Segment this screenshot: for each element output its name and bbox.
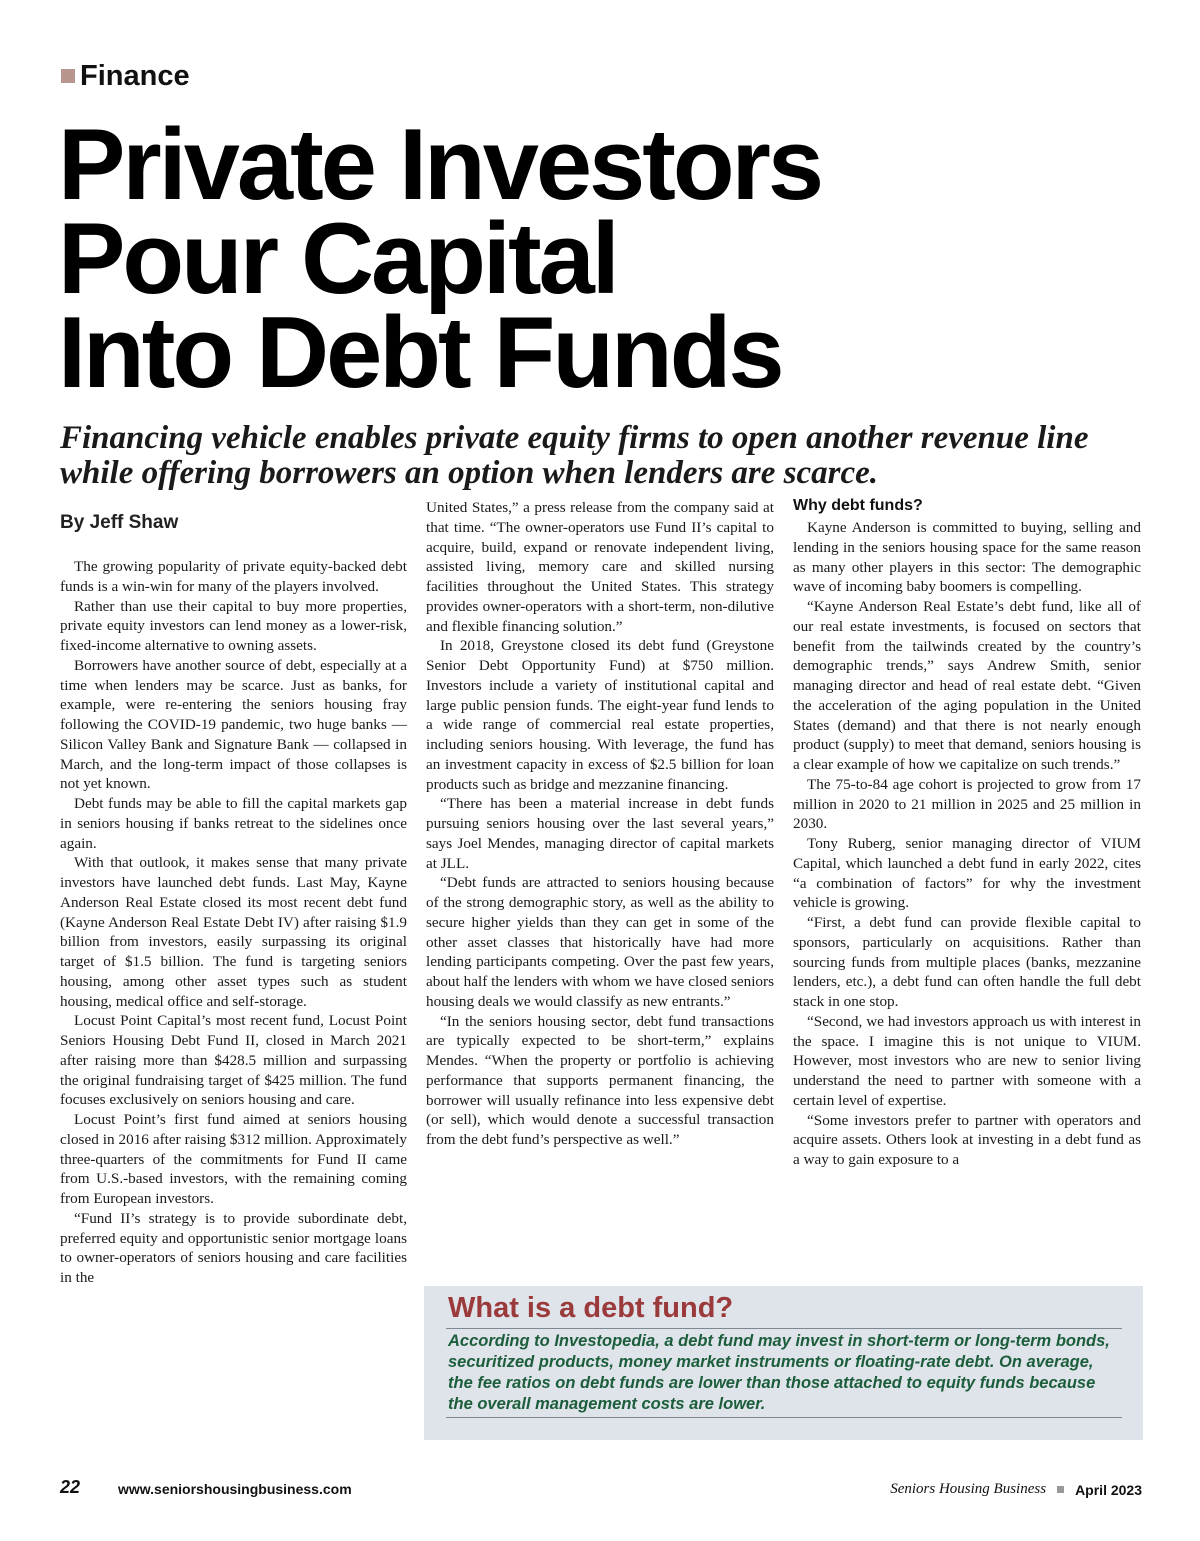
body-column-1: [60, 557, 407, 1288]
paragraph: Locust Point Capital’s most recent fund, Locust Point Seniors Housing Debt Fund II, closed in March 2021 after raising more than $428.5 million and surpassing the original fundraising target of $425 million. The fund focuses exclusively on seniors housing and care.: [60, 1012, 407, 1109]
headline-line: Into Debt Funds: [58, 297, 782, 409]
paragraph: “Debt funds are attracted to seniors housing because of the strong demographic story, as well as the ability to secure higher yields than they can get in some of the other asset classes that historically have had more lending participants competing. Over the past few years, about half the lenders with whom we have closed seniors housing deals we would classify as new entrants.”: [426, 874, 774, 1010]
paragraph: “There has been a material increase in debt funds pursuing seniors housing over the last several years,” says Joel Mendes, managing director of capital markets at JLL.: [426, 795, 774, 872]
page-number: 22: [60, 1477, 81, 1497]
subhead: Why debt funds?: [793, 497, 923, 514]
separator-square-icon: [1057, 1486, 1064, 1493]
paragraph: The 75-to-84 age cohort is projected to grow from 17 million in 2020 to 21 million in 2025 and 25 million in 2030.: [793, 775, 1141, 833]
byline: By Jeff Shaw: [60, 512, 179, 533]
paragraph: “In the seniors housing sector, debt fund transactions are typically expected to be short-term,” explains Mendes. “When the property or portfolio is achieving performance that supports permanent financing, the borrower will usually refinance into less expensive debt (or sell), which would denote a successful transaction from the debt fund’s perspective as well.”: [426, 1012, 774, 1148]
sidebar-title: What is a debt fund?: [448, 1292, 734, 1324]
section-marker-icon: [61, 69, 75, 83]
paragraph: Debt funds may be able to fill the capital markets gap in seniors housing if banks retreat to the sidelines once again.: [60, 795, 407, 852]
headline: [58, 109, 1158, 409]
paragraph: United States,” a press release from the company said at that time. “The owner-operators use Fund II’s capital to acquire, build, expand or renovate independent living, assisted living, memory care and skilled nursing facilities throughout the United States. This strategy provides owner-operators with a short-term, non-dilutive and flexible financing solution.”: [426, 499, 774, 635]
paragraph: “Some investors prefer to partner with operators and acquire assets. Others look at investing in a debt fund as a way to gain exposure to a: [793, 1111, 1141, 1168]
paragraph: Borrowers have another source of debt, especially at a time when lenders may be scarce. Just as banks, for example, were re-entering the seniors housing fray following the COVID-19 pandemic, two huge banks — Silicon Valley Bank and Signature Bank — collapsed in March, and the long-term impact of those collapses is not yet known.: [60, 656, 407, 793]
sidebar-divider: [446, 1328, 1122, 1329]
paragraph: Locust Point’s first fund aimed at seniors housing closed in 2016 after raising $312 million. Approximately three-quarters of the commitments for Fund II came from U.S.-based investors, with the remaining coming from European investors.: [60, 1111, 407, 1207]
publication-info: [890, 1481, 1142, 1498]
page-footer: [60, 1479, 1142, 1501]
paragraph: The growing popularity of private equity-backed debt funds is a win-win for many of the players involved.: [60, 558, 407, 595]
sidebar-box: [424, 1286, 1143, 1440]
dek: Financing vehicle enables private equity firms to open another revenue line while offering borrowers an option when lenders are scarce.: [60, 420, 1089, 491]
paragraph: In 2018, Greystone closed its debt fund (Greystone Senior Debt Opportunity Fund) at $750 million. Investors include a variety of institutional capital and large public pension funds. The eight-year fund lends to a wide range of commercial real estate properties, including seniors housing. With leverage, the fund has an investment capacity in excess of $2.5 billion for loan products such as bridge and mezzanine financing.: [426, 637, 774, 793]
publication-name: Seniors Housing Business: [890, 1481, 1047, 1497]
paragraph: “Fund II’s strategy is to provide subordinate debt, preferred equity and opportunistic senior mortgage loans to owner-operators of seniors housing and care facilities in the: [60, 1209, 407, 1286]
paragraph: “Second, we had investors approach us with interest in the space. I imagine this is not unique to VIUM. However, most investors who are new to senior living understand the need to partner with someone with a certain level of expertise.: [793, 1012, 1141, 1109]
paragraph: With that outlook, it makes sense that many private investors have launched debt funds. Last May, Kayne Anderson Real Estate closed its most recent debt fund (Kayne Anderson Real Estate Debt IV) after raising $1.9 billion from investors, easily surpassing its original target of $1.5 billion. The fund is targeting seniors housing, among other asset types such as student housing, medical office and self-storage.: [60, 854, 407, 1010]
headline-line: Private Investors: [58, 109, 822, 221]
issue-date: April 2023: [1075, 1481, 1142, 1498]
section-label: Finance: [80, 59, 190, 92]
paragraph: Kayne Anderson is committed to buying, selling and lending in the seniors housing space for the same reason as many other players in this sector: The demographic wave of incoming baby boomers is compelling.: [793, 519, 1141, 596]
sidebar-body: According to Investopedia, a debt fund may invest in short-term or long-term bonds, securitized products, money market instruments or floating-rate debt. On average, the fee ratios on debt funds are lower than those attached to equity funds because the overall management costs are lower.: [448, 1332, 1110, 1413]
site-url: www.seniorshousingbusiness.com: [118, 1481, 352, 1497]
section-tag: [61, 56, 190, 96]
headline-line: Pour Capital: [58, 203, 617, 315]
paragraph: Rather than use their capital to buy more properties, private equity investors can lend money as a lower-risk, fixed-income alternative to owning assets.: [60, 597, 407, 654]
body-column-3: [793, 518, 1141, 1170]
body-column-2: [426, 498, 774, 1150]
sidebar-divider: [446, 1417, 1122, 1418]
paragraph: “First, a debt fund can provide flexible capital to sponsors, particularly on acquisitions. Rather than sourcing funds from multiple places (banks, mezzanine lenders, etc.), a debt fund can often handle the full debt stack in one stop.: [793, 914, 1141, 1010]
paragraph: Tony Ruberg, senior managing director of VIUM Capital, which launched a debt fund in early 2022, cites “a combination of factors” for why the investment vehicle is growing.: [793, 835, 1141, 912]
paragraph: “Kayne Anderson Real Estate’s debt fund, like all of our real estate investments, is focused on sectors that benefit from the tailwinds created by the country’s demographic trends,” says Andrew Smith, senior managing director and head of real estate debt. “Given the acceleration of the aging population in the United States (demand) and that there is not nearly enough product (supply) to meet that demand, seniors housing is a clear example of how we capitalize on such trends.”: [793, 598, 1141, 773]
